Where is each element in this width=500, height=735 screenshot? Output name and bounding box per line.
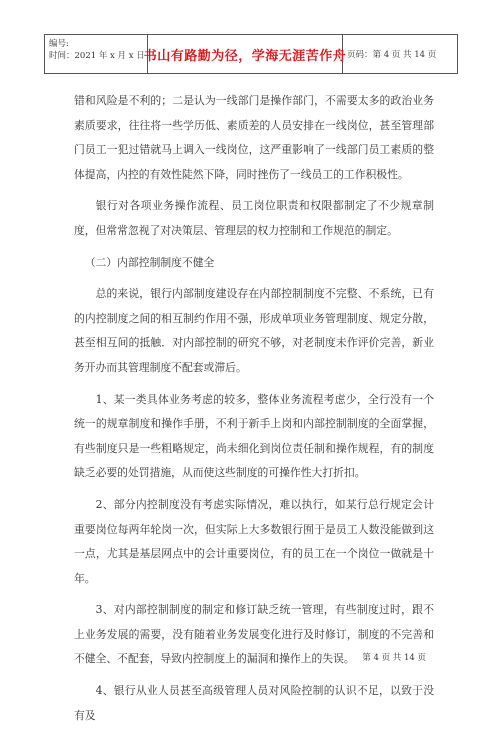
header-motto-cell: [143, 35, 347, 73]
page-footer: [362, 651, 426, 663]
paragraph: 错和风险是不利的；二是认为一线部门是操作部门，不需要太多的政治业务素质要求，往往将一些学历低、素质差的人员安排在一线岗位，甚至管理部门员工一犯过错就马上调入一线岗位，这严重影响了一线部门员工素质的整体提高，内控的有效性陡然下降，同时挫伤了一线员工的工作积极性。: [74, 94, 434, 181]
page-label: 页码：第 4 页 共 14 页: [347, 50, 437, 60]
list-item: 3、对内部控制制度的制定和修订缺乏统一管理，有些制度过时，跟不上业务发展的需要，没有随着业务发展变化进行及时修订，制度的不完善和不健全、不配套，导致内控制度上的漏洞和操作上的失误。: [74, 603, 434, 666]
header-page-cell: [343, 35, 457, 73]
time-label: 时间：2021 年 x 月 x 日: [49, 51, 145, 61]
document-body: [74, 89, 434, 735]
list-item: 1、某一类具体业务考虑的较多，整体业务流程考虑少，全行没有一个统一的规章制度和操作手册，不利于新手上岗和内部控制制度的全面掌握，有些制度只是一些粗略规定，尚未细化到岗位责任制和操作规程，有的制度缺乏必要的处罚措施，从而使这些制度的可操作性大打折扣。: [74, 392, 434, 480]
motto-text: 书山有路勤为径，学海无涯苦作舟: [143, 48, 347, 64]
list-item: 2、部分内控制度没有考虑实际情况，难以执行，如某行总行规定会计重要岗位每两年轮岗一次，但实际上大多数银行囿于是员工人数没能做到这一点，尤其是基层网点中的会计重要岗位，有的员工在一个岗位一做就是十年。: [74, 497, 434, 585]
serial-label: 编号:: [49, 39, 69, 49]
header-info-cell: [45, 35, 148, 73]
footer-page-number: 第 4 页 共 14 页: [362, 653, 426, 663]
page-header: [44, 34, 458, 74]
section-heading: （二）内部控制制度不健全: [84, 255, 215, 269]
paragraph: 总的来说，银行内部制度建设存在内部控制制度不完整、不系统，已有的内控制度之间的相互制约作用不强，形成单项业务管理制度、规定分散，甚至相互间的抵触．对内部控制的研究不够，对老制度未作评价完善，新业务开办而其管理制度不配套或滞后。: [74, 287, 434, 374]
paragraph: 银行对各项业务操作流程、员工岗位职责和权限都制定了不少规章制度，但常常忽视了对决策层、管理层的权力控制和工作规范的制定。: [74, 199, 434, 237]
list-item: 4、银行从业人员甚至高级管理人员对风险控制的认识不足，以致于没有及: [74, 684, 434, 722]
